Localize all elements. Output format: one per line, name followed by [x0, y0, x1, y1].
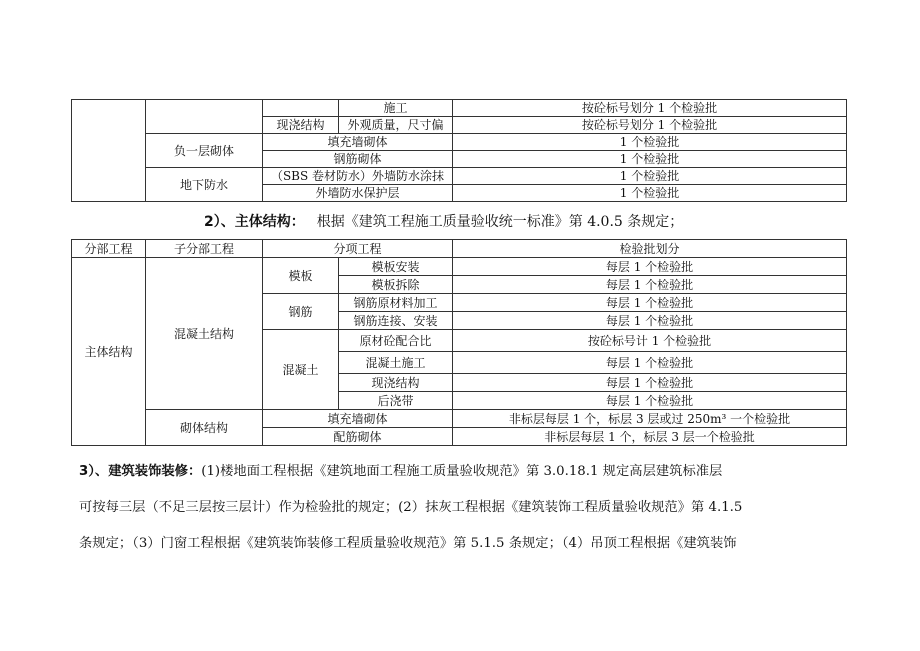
value-cell: 每层 1 个检验批: [453, 374, 847, 392]
column-header: 检验批划分: [453, 240, 847, 258]
subitem-cell: 原材砼配合比: [339, 330, 453, 352]
division-cell: 主体结构: [72, 258, 146, 446]
table-cell: 现浇结构: [263, 117, 339, 134]
item-cell: 填充墙砌体: [263, 410, 453, 428]
subdivision-cell: 砌体结构: [146, 410, 263, 446]
table-cell: 填充墙砌体: [263, 134, 453, 151]
table-cell: 1 个检验批: [453, 134, 847, 151]
table-cell: 外墙防水保护层: [263, 185, 453, 202]
heading-text: 根据《建筑工程施工质量验收统一标准》第 4.0.5 条规定；: [316, 214, 684, 230]
subitem-cell: 后浇带: [339, 392, 453, 410]
value-cell: 非标层每层 1 个，标层 3 层一个检验批: [453, 428, 847, 446]
value-cell: 每层 1 个检验批: [453, 392, 847, 410]
column-header: 分部工程: [72, 240, 146, 258]
table-cell: [263, 100, 339, 117]
table-cell: 地下防水: [146, 168, 263, 202]
section-heading-main-structure: [204, 211, 683, 231]
value-cell: 非标层每层 1 个，标层 3 层或过 250m³ 一个检验批: [453, 410, 847, 428]
table-cell: [72, 100, 146, 202]
table-cell: 施工: [339, 100, 453, 117]
paragraph-line-2: 可按每三层（不足三层按三层计）作为检验批的规定；(2）抹灰工程根据《建筑装饰工程质量验收规范》第 4.1.5: [79, 500, 743, 515]
subitem-cell: 钢筋原材料加工: [339, 294, 453, 312]
paragraph-line-1: [79, 460, 722, 479]
subitem-cell: 模板安装: [339, 258, 453, 276]
table-cell: 1 个检验批: [453, 151, 847, 168]
value-cell: 每层 1 个检验批: [453, 258, 847, 276]
table-cell: 1 个检验批: [453, 168, 847, 185]
subdivision-cell: 混凝土结构: [146, 258, 263, 410]
item-cell: 配筋砌体: [263, 428, 453, 446]
value-cell: 每层 1 个检验批: [453, 276, 847, 294]
paragraph-line-3: 条规定；（3）门窗工程根据《建筑装饰装修工程质量验收规范》第 5.1.5 条规定；（4）吊顶工程根据《建筑装饰: [79, 536, 737, 551]
paragraph-text: (1)楼地面工程根据《建筑地面工程施工质量验收规范》第 3.0.18.1 规定高层建筑标准层: [201, 464, 723, 479]
item-cell: 模板: [263, 258, 339, 294]
table-cell: 钢筋砌体: [263, 151, 453, 168]
table-cell: 按砼标号划分 1 个检验批: [453, 100, 847, 117]
item-cell: 钢筋: [263, 294, 339, 330]
column-header: 子分部工程: [146, 240, 263, 258]
item-cell: 混凝土: [263, 330, 339, 410]
table-cell: [146, 100, 263, 134]
subitem-cell: 模板拆除: [339, 276, 453, 294]
heading-label: 2）、主体结构：: [204, 214, 305, 230]
value-cell: 每层 1 个检验批: [453, 352, 847, 374]
value-cell: 每层 1 个检验批: [453, 312, 847, 330]
table-cell: 负一层砌体: [146, 134, 263, 168]
column-header: 分项工程: [263, 240, 453, 258]
value-cell: 按砼标号计 1 个检验批: [453, 330, 847, 352]
table-cell: 1 个检验批: [453, 185, 847, 202]
subitem-cell: 现浇结构: [339, 374, 453, 392]
subitem-cell: 混凝土施工: [339, 352, 453, 374]
foundation-table-continuation: [71, 99, 847, 202]
main-structure-table: [71, 239, 847, 446]
table-cell: 外观质量，尺寸偏: [339, 117, 453, 134]
table-cell: （SBS 卷材防水）外墙防水涂抹: [263, 168, 453, 185]
paragraph-label: 3）、建筑装饰装修：: [79, 464, 202, 479]
subitem-cell: 钢筋连接、安装: [339, 312, 453, 330]
table-cell: 按砼标号划分 1 个检验批: [453, 117, 847, 134]
value-cell: 每层 1 个检验批: [453, 294, 847, 312]
